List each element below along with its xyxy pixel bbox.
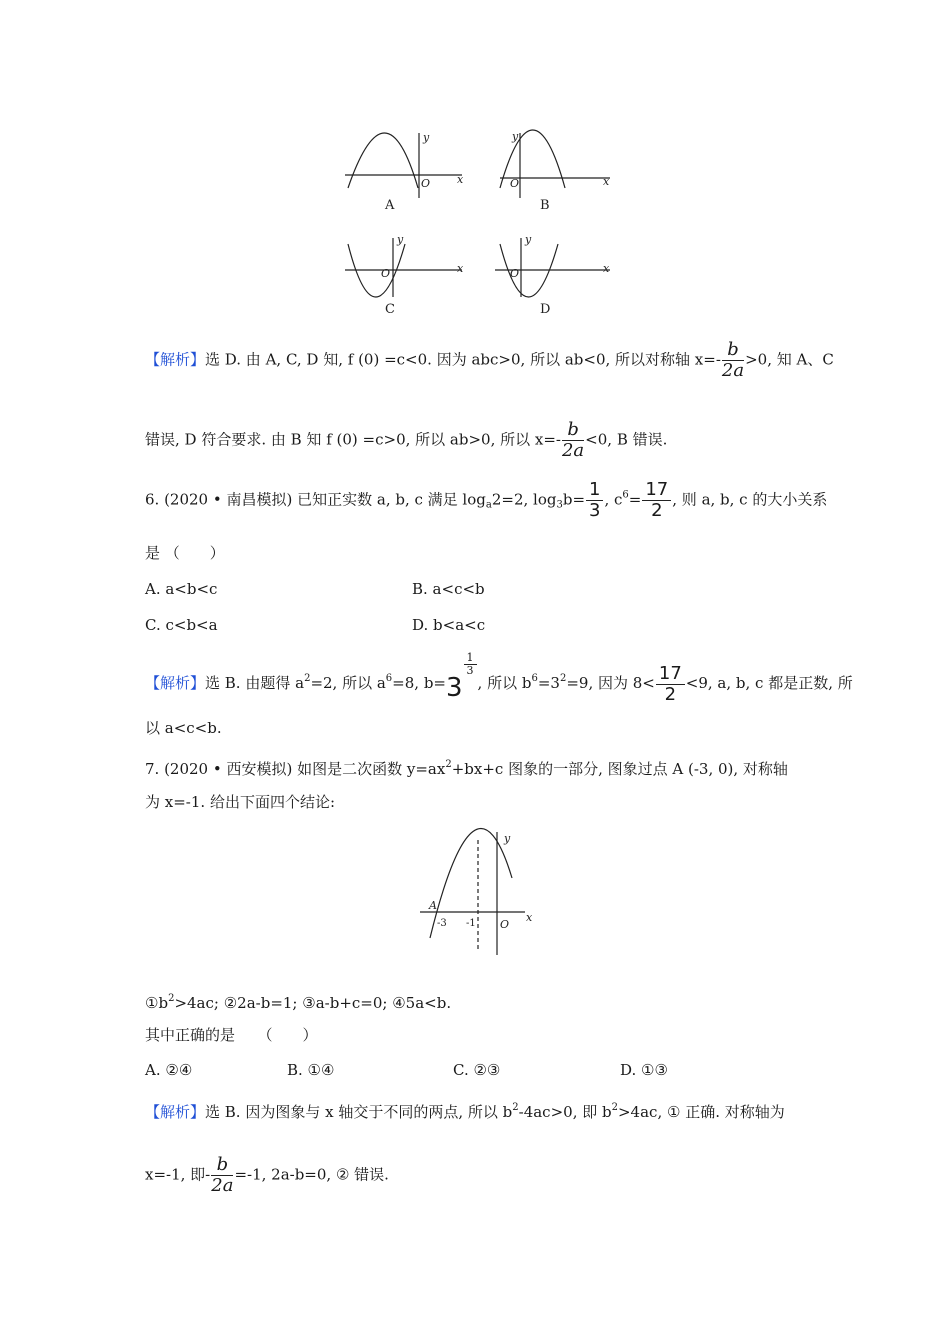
q6-stem-line1 (145, 480, 827, 521)
fraction-one-third (586, 480, 603, 521)
graph-c-x-label: x (457, 262, 464, 275)
fraction-numerator: b (562, 420, 584, 441)
subscript: 3 (556, 499, 563, 511)
analysis-tag: 【解析】 (145, 674, 206, 692)
q6-analysis-text: =2, 所以 a (310, 674, 386, 692)
superscript: 2 (611, 1102, 618, 1113)
fraction-numerator: 1 (586, 480, 603, 501)
superscript: 2 (168, 993, 175, 1004)
graph-d-origin: O (510, 267, 520, 280)
q7-analysis-text: =-1, 2a-b=0, ② 错误. (234, 1165, 389, 1184)
fraction-denominator: 2a (561, 440, 585, 461)
fraction-denominator: 2 (651, 500, 663, 521)
q5-analysis-text: 错误, D 符合要求. 由 B 知 f (0) =c>0, 所以 ab>0, 所以 x=- (145, 430, 561, 449)
q5-analysis-text: >0, 知 A、C (745, 350, 834, 369)
q7-conclusions (145, 988, 451, 1014)
y-axis-label: y (504, 832, 511, 845)
fraction-numerator: 17 (656, 664, 685, 685)
q7-stem-text: 7. (2020 • 西安模拟) 如图是二次函数 y=ax (145, 760, 446, 778)
q7-option-c: C. ②③ (453, 1061, 501, 1079)
fraction-b-over-2a (211, 1155, 233, 1196)
q5-analysis-text: 选 D. 由 A, C, D 知, f (0) =c<0. 因为 abc>0, 所以 ab<0, 所以对称轴 x=- (205, 350, 721, 369)
fraction-denominator: 3 (466, 664, 474, 677)
graph-a-caption: A (385, 198, 395, 213)
analysis-tag: 【解析】 (145, 1103, 206, 1121)
q6-option-b: B. a<c<b (412, 580, 485, 598)
graph-c-y-label: y (397, 233, 404, 246)
x-axis-label: x (526, 911, 533, 924)
q6-stem-text: , c (604, 490, 623, 509)
q6-stem-text: b= (562, 490, 586, 509)
fraction-denominator: 2 (664, 683, 677, 705)
q7-option-b: B. ①④ (287, 1061, 335, 1079)
superscript: 2 (559, 673, 567, 684)
graph-b-origin: O (510, 177, 520, 190)
q7-analysis-text: 选 B. 因为图象与 x 轴交于不同的两点, 所以 b (205, 1103, 513, 1121)
fraction-b-over-2a (562, 420, 584, 461)
q6-analysis-line1 (145, 652, 853, 705)
superscript: 6 (385, 673, 393, 684)
fraction-denominator: 3 (589, 500, 601, 521)
superscript: 2 (512, 1102, 519, 1113)
q6-option-d: D. b<a<c (412, 616, 486, 634)
q6-analysis-text: , 所以 b (477, 674, 532, 692)
q6-analysis-line2: 以 a<c<b. (145, 719, 222, 737)
q7-conclusions-text: >4ac; ②2a-b=1; ③a-b+c=0; ④5a<b. (174, 994, 452, 1012)
q6-analysis-text: =3 (537, 674, 560, 692)
graph-c-origin: O (381, 267, 391, 280)
q7-analysis-text: x=-1, 即- (145, 1165, 211, 1184)
fraction-17-over-2 (656, 664, 685, 705)
fraction-denominator: 2a (721, 360, 745, 381)
fraction-17-over-2 (642, 480, 671, 521)
fraction-denominator: 2a (211, 1175, 234, 1196)
fraction-numerator: 17 (642, 480, 671, 501)
fraction-b-over-2a (722, 340, 744, 381)
q7-option-d: D. ①③ (620, 1061, 668, 1079)
q7-question: 其中正确的是 （ ） (145, 1026, 318, 1044)
q6-analysis-text: 选 B. 由题得 a (205, 674, 305, 692)
superscript: 6 (531, 673, 538, 684)
q7-stem-line1 (145, 754, 788, 780)
q7-analysis-text: >4ac, ① 正确. 对称轴为 (617, 1103, 785, 1121)
q7-stem-line2: 为 x=-1. 给出下面四个结论: (145, 793, 335, 811)
graph-d-caption: D (540, 302, 551, 317)
superscript: 2 (304, 673, 311, 684)
q6-option-c: C. c<b<a (145, 616, 218, 634)
fraction-numerator: b (211, 1155, 233, 1176)
q7-analysis-line2 (145, 1155, 389, 1196)
q6-analysis-text: =9, 因为 8< (566, 674, 655, 692)
q6-stem-text: 2=2, log (491, 490, 557, 509)
graph-a-x-label: x (457, 173, 464, 186)
q6-analysis-text: <9, a, b, c 都是正数, 所 (685, 674, 853, 692)
superscript: 2 (445, 759, 452, 770)
q7-analysis-line1 (145, 1097, 785, 1123)
power-base: 3 (446, 673, 463, 703)
option-graphs-figure (0, 0, 950, 330)
analysis-tag: 【解析】 (145, 350, 206, 369)
q6-stem-text: , 则 a, b, c 的大小关系 (672, 490, 828, 509)
fraction-numerator: b (722, 340, 744, 361)
superscript: 6 (622, 489, 629, 501)
graph-d-y-label: y (525, 233, 532, 246)
q6-stem-line2: 是 （ ） (145, 544, 225, 562)
q5-analysis-line1 (145, 340, 834, 381)
point-a-label: A (429, 899, 437, 912)
subscript: a (485, 499, 492, 511)
q7-analysis-text: -4ac>0, 即 b (518, 1103, 612, 1121)
graph-a-origin: O (421, 177, 431, 190)
graph-b-y-label: y (512, 130, 519, 143)
graph-d-x-label: x (603, 262, 610, 275)
q6-option-a: A. a<b<c (145, 580, 218, 598)
origin-label: O (500, 918, 510, 931)
graph-b-x-label: x (603, 175, 610, 188)
graph-a (345, 133, 462, 198)
q5-analysis-line2 (145, 420, 667, 461)
q7-option-a: A. ②④ (145, 1061, 193, 1079)
graph-c-caption: C (385, 302, 395, 317)
tick-label-neg3: -3 (437, 918, 447, 929)
tick-label-neg1: -1 (466, 918, 476, 929)
q6-analysis-text: =8, b= (392, 674, 446, 692)
graph-a-y-label: y (423, 131, 430, 144)
q7-stem-text: +bx+c 图象的一部分, 图象过点 A (-3, 0), 对称轴 (451, 760, 788, 778)
q5-analysis-text: <0, B 错误. (585, 430, 668, 449)
q7-conclusions-text: ①b (145, 994, 169, 1012)
exponent-fraction (464, 652, 477, 677)
graph-c (345, 238, 462, 297)
q6-stem-text: = (628, 490, 642, 509)
q6-stem-text: 6. (2020 • 南昌模拟) 已知正实数 a, b, c 满足 log (145, 490, 486, 509)
fraction-numerator: 1 (464, 652, 477, 665)
graph-b-caption: B (540, 198, 550, 213)
